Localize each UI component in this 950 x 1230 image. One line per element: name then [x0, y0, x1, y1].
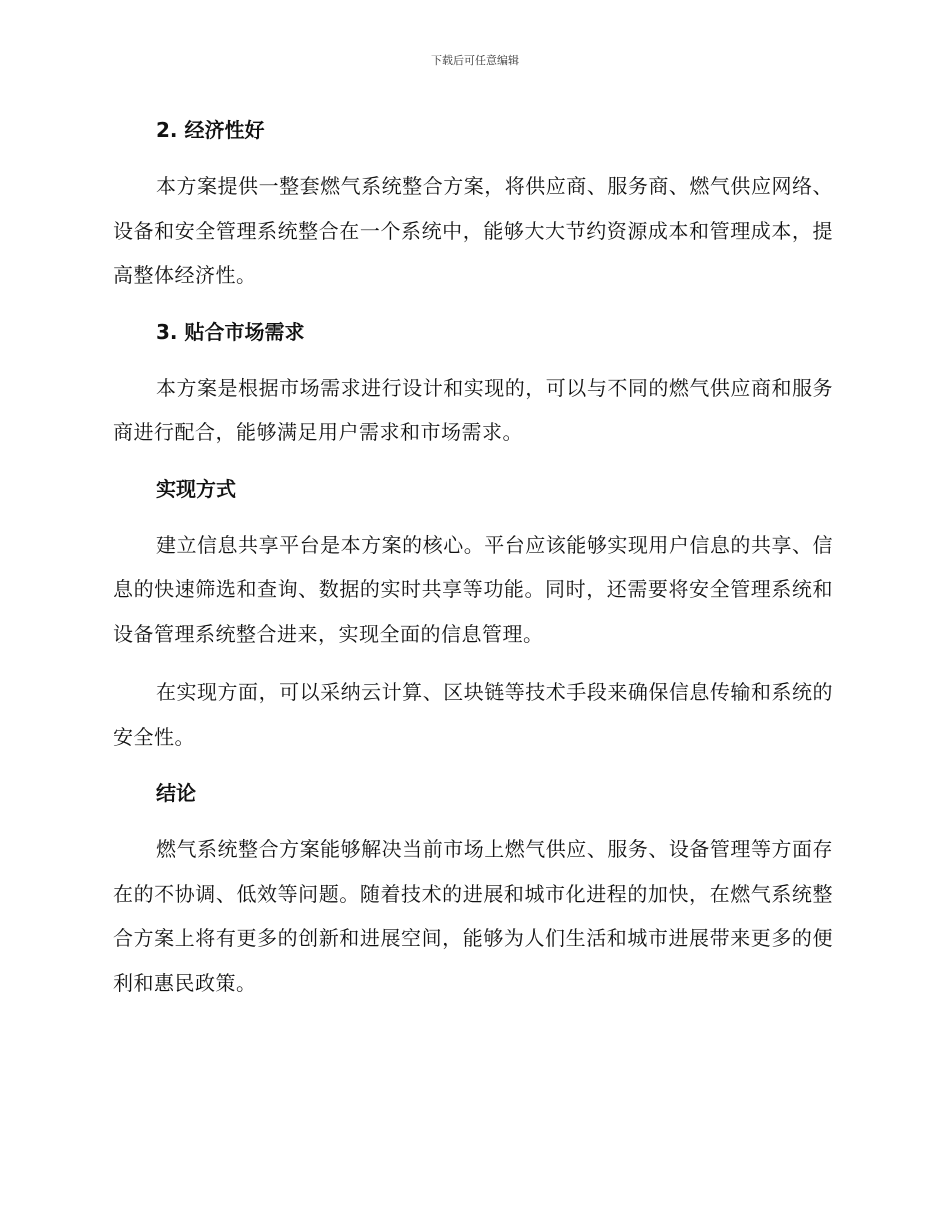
section-paragraph-implementation-1: 建立信息共享平台是本方案的核心。平台应该能够实现用户信息的共享、信息的快速筛选和查询、数据的实时共享等功能。同时，还需要将安全管理系统和设备管理系统整合进来，实现全面的信息管理。	[113, 532, 833, 646]
section-heading-economy: 2. 经济性好	[156, 118, 265, 142]
section-heading-implementation: 实现方式	[156, 476, 236, 501]
section-paragraph-economy: 本方案提供一整套燃气系统整合方案，将供应商、服务商、燃气供应网络、设备和安全管理系统整合在一个系统中，能够大大节约资源成本和管理成本，提高整体经济性。	[113, 174, 833, 287]
section-heading-market-fit: 3. 贴合市场需求	[156, 319, 305, 344]
section-paragraph-implementation-2: 在实现方面，可以采纳云计算、区块链等技术手段来确保信息传输和系统的安全性。	[113, 680, 833, 749]
page-header-note: 下载后可任意编辑	[431, 54, 519, 67]
document-body	[113, 110, 833, 1005]
section-heading-conclusion: 结论	[156, 781, 196, 805]
section-paragraph-market-fit: 本方案是根据市场需求进行设计和实现的，可以与不同的燃气供应商和服务商进行配合，能够满足用户需求和市场需求。	[113, 375, 833, 444]
section-paragraph-conclusion: 燃气系统整合方案能够解决当前市场上燃气供应、服务、设备管理等方面存在的不协调、低效等问题。随着技术的进展和城市化进程的加快，在燃气系统整合方案上将有更多的创新和进展空间，能够为人们生活和城市进展带来更多的便利和惠民政策。	[113, 837, 833, 995]
